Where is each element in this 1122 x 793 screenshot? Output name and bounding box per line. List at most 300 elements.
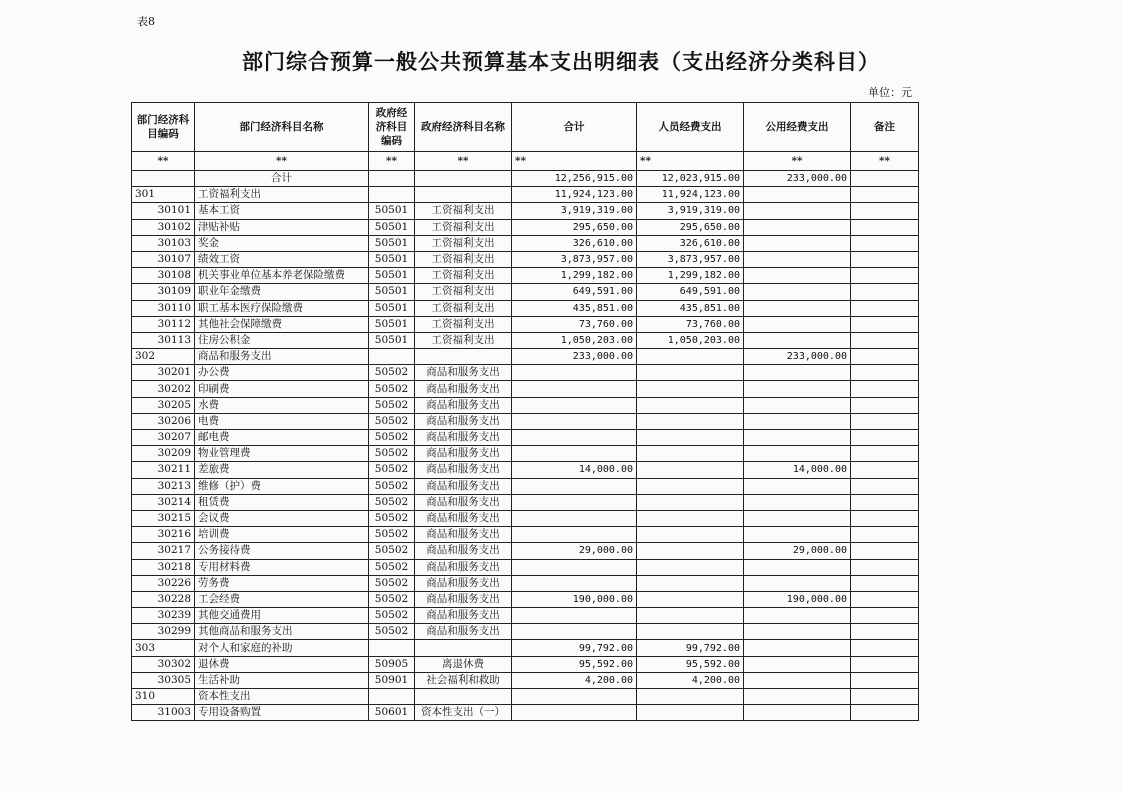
group-row bbox=[132, 187, 919, 203]
table-row bbox=[132, 365, 919, 381]
cell-dept-code: 30215 bbox=[132, 510, 195, 526]
star-row bbox=[132, 152, 919, 171]
cell-dept-code: 303 bbox=[132, 640, 195, 656]
cell-dept-code: 30239 bbox=[132, 608, 195, 624]
cell-public bbox=[744, 559, 851, 575]
cell-personnel bbox=[637, 559, 744, 575]
cell-total bbox=[512, 430, 637, 446]
cell-gov-code bbox=[369, 640, 415, 656]
table-row bbox=[132, 705, 919, 721]
cell-dept-code: 30217 bbox=[132, 543, 195, 559]
header-total: 合计 bbox=[512, 103, 637, 152]
cell-public bbox=[744, 624, 851, 640]
cell-personnel bbox=[637, 446, 744, 462]
cell-total: 326,610.00 bbox=[512, 235, 637, 251]
header-dept-code: 部门经济科目编码 bbox=[132, 103, 195, 152]
cell-dept-code: 30206 bbox=[132, 413, 195, 429]
star-cell: ** bbox=[512, 152, 637, 171]
total-row bbox=[132, 171, 919, 187]
header-row bbox=[132, 103, 919, 152]
table-row bbox=[132, 430, 919, 446]
cell-gov-code: 50501 bbox=[369, 316, 415, 332]
cell-gov-code: 50502 bbox=[369, 478, 415, 494]
cell-gov-name: 商品和服务支出 bbox=[415, 413, 512, 429]
table-row bbox=[132, 316, 919, 332]
cell-gov-name: 商品和服务支出 bbox=[415, 591, 512, 607]
cell-dept-code: 30209 bbox=[132, 446, 195, 462]
cell-note bbox=[851, 640, 919, 656]
cell-gov-name: 商品和服务支出 bbox=[415, 559, 512, 575]
cell-total: 233,000.00 bbox=[512, 349, 637, 365]
cell-gov-code: 50502 bbox=[369, 591, 415, 607]
cell-dept-code: 302 bbox=[132, 349, 195, 365]
cell-total: 1,299,182.00 bbox=[512, 268, 637, 284]
cell-note bbox=[851, 251, 919, 267]
cell-dept-code: 30205 bbox=[132, 397, 195, 413]
cell-public bbox=[744, 219, 851, 235]
table-row bbox=[132, 251, 919, 267]
cell-total bbox=[512, 608, 637, 624]
cell-note bbox=[851, 689, 919, 705]
cell-note bbox=[851, 397, 919, 413]
cell-gov-name: 资本性支出（一） bbox=[415, 705, 512, 721]
cell-note bbox=[851, 575, 919, 591]
cell-dept-name: 住房公积金 bbox=[195, 332, 369, 348]
cell-public bbox=[744, 527, 851, 543]
cell-personnel bbox=[637, 478, 744, 494]
table-row bbox=[132, 543, 919, 559]
cell-note bbox=[851, 316, 919, 332]
table-row bbox=[132, 332, 919, 348]
cell-dept-name: 工会经费 bbox=[195, 591, 369, 607]
cell-dept-code: 30202 bbox=[132, 381, 195, 397]
cell-total bbox=[512, 624, 637, 640]
cell-personnel: 3,873,957.00 bbox=[637, 251, 744, 267]
cell-gov-name: 商品和服务支出 bbox=[415, 494, 512, 510]
cell-dept-name: 物业管理费 bbox=[195, 446, 369, 462]
cell-gov-code: 50502 bbox=[369, 559, 415, 575]
cell-personnel bbox=[637, 397, 744, 413]
table-row bbox=[132, 494, 919, 510]
table-row bbox=[132, 413, 919, 429]
cell-public bbox=[744, 187, 851, 203]
cell-gov-name bbox=[415, 171, 512, 187]
cell-personnel bbox=[637, 349, 744, 365]
cell-dept-code: 30103 bbox=[132, 235, 195, 251]
cell-dept-name: 电费 bbox=[195, 413, 369, 429]
cell-note bbox=[851, 494, 919, 510]
cell-total: 12,256,915.00 bbox=[512, 171, 637, 187]
cell-public bbox=[744, 446, 851, 462]
cell-total: 3,919,319.00 bbox=[512, 203, 637, 219]
cell-note bbox=[851, 430, 919, 446]
cell-note bbox=[851, 624, 919, 640]
cell-personnel: 649,591.00 bbox=[637, 284, 744, 300]
cell-total: 95,592.00 bbox=[512, 656, 637, 672]
cell-dept-name: 专用设备购置 bbox=[195, 705, 369, 721]
cell-dept-code bbox=[132, 171, 195, 187]
cell-dept-code: 30302 bbox=[132, 656, 195, 672]
cell-public bbox=[744, 235, 851, 251]
cell-dept-code: 30109 bbox=[132, 284, 195, 300]
table-row bbox=[132, 672, 919, 688]
table-row bbox=[132, 559, 919, 575]
cell-gov-name bbox=[415, 689, 512, 705]
header-gov-name: 政府经济科目名称 bbox=[415, 103, 512, 152]
cell-dept-name: 培训费 bbox=[195, 527, 369, 543]
group-row bbox=[132, 640, 919, 656]
cell-gov-name: 商品和服务支出 bbox=[415, 381, 512, 397]
cell-gov-code bbox=[369, 689, 415, 705]
table-number-tag: 表8 bbox=[137, 15, 155, 28]
cell-gov-code: 50502 bbox=[369, 510, 415, 526]
cell-personnel bbox=[637, 430, 744, 446]
table-row bbox=[132, 510, 919, 526]
cell-total bbox=[512, 689, 637, 705]
cell-gov-code bbox=[369, 349, 415, 365]
cell-personnel: 3,919,319.00 bbox=[637, 203, 744, 219]
cell-note bbox=[851, 235, 919, 251]
cell-dept-code: 30299 bbox=[132, 624, 195, 640]
cell-total: 4,200.00 bbox=[512, 672, 637, 688]
cell-dept-name: 退休费 bbox=[195, 656, 369, 672]
cell-total bbox=[512, 527, 637, 543]
cell-public bbox=[744, 203, 851, 219]
cell-public bbox=[744, 365, 851, 381]
table-row bbox=[132, 268, 919, 284]
cell-gov-name: 工资福利支出 bbox=[415, 235, 512, 251]
cell-dept-name: 其他商品和服务支出 bbox=[195, 624, 369, 640]
cell-gov-code: 50501 bbox=[369, 332, 415, 348]
cell-gov-name: 商品和服务支出 bbox=[415, 365, 512, 381]
cell-note bbox=[851, 478, 919, 494]
cell-gov-code: 50502 bbox=[369, 543, 415, 559]
cell-gov-code: 50502 bbox=[369, 446, 415, 462]
cell-gov-code: 50502 bbox=[369, 365, 415, 381]
cell-dept-name: 奖金 bbox=[195, 235, 369, 251]
cell-gov-name: 工资福利支出 bbox=[415, 300, 512, 316]
table-row bbox=[132, 608, 919, 624]
cell-note bbox=[851, 413, 919, 429]
table-row bbox=[132, 462, 919, 478]
cell-dept-name: 专用材料费 bbox=[195, 559, 369, 575]
cell-gov-name: 商品和服务支出 bbox=[415, 510, 512, 526]
cell-gov-code: 50502 bbox=[369, 430, 415, 446]
cell-gov-code: 50501 bbox=[369, 203, 415, 219]
cell-dept-code: 310 bbox=[132, 689, 195, 705]
table-row bbox=[132, 446, 919, 462]
cell-dept-name: 绩效工资 bbox=[195, 251, 369, 267]
cell-gov-name: 社会福利和救助 bbox=[415, 672, 512, 688]
cell-gov-code bbox=[369, 171, 415, 187]
star-cell: ** bbox=[132, 152, 195, 171]
cell-public bbox=[744, 494, 851, 510]
cell-public bbox=[744, 430, 851, 446]
cell-personnel: 95,592.00 bbox=[637, 656, 744, 672]
cell-note bbox=[851, 171, 919, 187]
table-row bbox=[132, 591, 919, 607]
cell-public bbox=[744, 478, 851, 494]
cell-total: 99,792.00 bbox=[512, 640, 637, 656]
header-gov-code: 政府经济科目编码 bbox=[369, 103, 415, 152]
cell-personnel bbox=[637, 510, 744, 526]
table-row bbox=[132, 381, 919, 397]
cell-dept-name: 差旅费 bbox=[195, 462, 369, 478]
cell-total bbox=[512, 413, 637, 429]
cell-public: 233,000.00 bbox=[744, 349, 851, 365]
cell-dept-name: 职工基本医疗保险缴费 bbox=[195, 300, 369, 316]
cell-public: 233,000.00 bbox=[744, 171, 851, 187]
cell-public: 14,000.00 bbox=[744, 462, 851, 478]
cell-dept-name: 邮电费 bbox=[195, 430, 369, 446]
cell-personnel: 1,299,182.00 bbox=[637, 268, 744, 284]
cell-dept-name: 公务接待费 bbox=[195, 543, 369, 559]
cell-public bbox=[744, 397, 851, 413]
table-row bbox=[132, 575, 919, 591]
cell-dept-code: 30216 bbox=[132, 527, 195, 543]
cell-gov-code: 50601 bbox=[369, 705, 415, 721]
cell-personnel bbox=[637, 608, 744, 624]
cell-gov-name: 工资福利支出 bbox=[415, 219, 512, 235]
unit-label: 单位：元 bbox=[868, 86, 912, 99]
budget-detail-table bbox=[131, 102, 919, 721]
cell-gov-code: 50502 bbox=[369, 527, 415, 543]
cell-public bbox=[744, 575, 851, 591]
cell-public bbox=[744, 300, 851, 316]
cell-dept-name: 商品和服务支出 bbox=[195, 349, 369, 365]
cell-gov-name: 商品和服务支出 bbox=[415, 478, 512, 494]
star-cell: ** bbox=[369, 152, 415, 171]
cell-note bbox=[851, 705, 919, 721]
cell-total bbox=[512, 446, 637, 462]
cell-gov-name: 商品和服务支出 bbox=[415, 430, 512, 446]
cell-public bbox=[744, 640, 851, 656]
cell-dept-name: 资本性支出 bbox=[195, 689, 369, 705]
cell-gov-name: 商品和服务支出 bbox=[415, 527, 512, 543]
cell-note bbox=[851, 284, 919, 300]
cell-public bbox=[744, 510, 851, 526]
cell-total bbox=[512, 381, 637, 397]
cell-dept-name: 办公费 bbox=[195, 365, 369, 381]
group-row bbox=[132, 689, 919, 705]
cell-dept-code: 31003 bbox=[132, 705, 195, 721]
cell-dept-name: 对个人和家庭的补助 bbox=[195, 640, 369, 656]
cell-public bbox=[744, 381, 851, 397]
cell-personnel bbox=[637, 591, 744, 607]
cell-personnel bbox=[637, 543, 744, 559]
cell-gov-name bbox=[415, 349, 512, 365]
cell-gov-code: 50901 bbox=[369, 672, 415, 688]
table-row bbox=[132, 397, 919, 413]
cell-gov-code: 50501 bbox=[369, 300, 415, 316]
header-dept-name: 部门经济科目名称 bbox=[195, 103, 369, 152]
cell-note bbox=[851, 268, 919, 284]
cell-personnel bbox=[637, 575, 744, 591]
cell-note bbox=[851, 510, 919, 526]
cell-gov-name: 商品和服务支出 bbox=[415, 462, 512, 478]
cell-gov-code: 50501 bbox=[369, 268, 415, 284]
cell-public bbox=[744, 705, 851, 721]
cell-dept-name: 工资福利支出 bbox=[195, 187, 369, 203]
cell-total bbox=[512, 559, 637, 575]
cell-gov-name: 商品和服务支出 bbox=[415, 624, 512, 640]
table-row bbox=[132, 203, 919, 219]
table-row bbox=[132, 235, 919, 251]
cell-note bbox=[851, 365, 919, 381]
cell-gov-code: 50502 bbox=[369, 494, 415, 510]
cell-gov-name bbox=[415, 640, 512, 656]
cell-dept-name: 印刷费 bbox=[195, 381, 369, 397]
cell-gov-name bbox=[415, 187, 512, 203]
cell-total: 73,760.00 bbox=[512, 316, 637, 332]
header-note: 备注 bbox=[851, 103, 919, 152]
cell-dept-name: 会议费 bbox=[195, 510, 369, 526]
cell-total: 11,924,123.00 bbox=[512, 187, 637, 203]
cell-gov-name: 工资福利支出 bbox=[415, 316, 512, 332]
cell-personnel: 295,650.00 bbox=[637, 219, 744, 235]
cell-gov-name: 工资福利支出 bbox=[415, 268, 512, 284]
cell-dept-code: 30228 bbox=[132, 591, 195, 607]
cell-gov-code: 50502 bbox=[369, 575, 415, 591]
cell-dept-code: 30108 bbox=[132, 268, 195, 284]
cell-note bbox=[851, 332, 919, 348]
cell-total bbox=[512, 494, 637, 510]
cell-note bbox=[851, 672, 919, 688]
cell-note bbox=[851, 559, 919, 575]
cell-note bbox=[851, 187, 919, 203]
cell-public bbox=[744, 656, 851, 672]
cell-note bbox=[851, 300, 919, 316]
cell-gov-name: 商品和服务支出 bbox=[415, 397, 512, 413]
cell-total: 1,050,203.00 bbox=[512, 332, 637, 348]
cell-total: 295,650.00 bbox=[512, 219, 637, 235]
table-row bbox=[132, 219, 919, 235]
cell-note bbox=[851, 349, 919, 365]
cell-personnel: 4,200.00 bbox=[637, 672, 744, 688]
cell-note bbox=[851, 543, 919, 559]
cell-total: 435,851.00 bbox=[512, 300, 637, 316]
star-cell: ** bbox=[415, 152, 512, 171]
cell-total bbox=[512, 575, 637, 591]
cell-note bbox=[851, 608, 919, 624]
cell-total bbox=[512, 397, 637, 413]
cell-total: 3,873,957.00 bbox=[512, 251, 637, 267]
cell-personnel: 12,023,915.00 bbox=[637, 171, 744, 187]
cell-public bbox=[744, 268, 851, 284]
star-cell: ** bbox=[195, 152, 369, 171]
cell-gov-code: 50502 bbox=[369, 397, 415, 413]
cell-note bbox=[851, 527, 919, 543]
header-public: 公用经费支出 bbox=[744, 103, 851, 152]
cell-dept-code: 30305 bbox=[132, 672, 195, 688]
page-title: 部门综合预算一般公共预算基本支出明细表（支出经济分类科目） bbox=[242, 49, 880, 74]
cell-gov-code: 50905 bbox=[369, 656, 415, 672]
cell-gov-name: 商品和服务支出 bbox=[415, 608, 512, 624]
cell-dept-code: 30214 bbox=[132, 494, 195, 510]
cell-gov-name: 工资福利支出 bbox=[415, 251, 512, 267]
cell-dept-name: 合计 bbox=[195, 171, 369, 187]
cell-total bbox=[512, 705, 637, 721]
cell-public bbox=[744, 332, 851, 348]
header-personnel: 人员经费支出 bbox=[637, 103, 744, 152]
cell-total: 29,000.00 bbox=[512, 543, 637, 559]
cell-gov-code: 50501 bbox=[369, 251, 415, 267]
cell-gov-name: 商品和服务支出 bbox=[415, 575, 512, 591]
cell-dept-name: 劳务费 bbox=[195, 575, 369, 591]
cell-public bbox=[744, 672, 851, 688]
cell-dept-code: 30101 bbox=[132, 203, 195, 219]
cell-gov-name: 工资福利支出 bbox=[415, 203, 512, 219]
cell-personnel bbox=[637, 365, 744, 381]
cell-personnel: 99,792.00 bbox=[637, 640, 744, 656]
cell-dept-code: 30113 bbox=[132, 332, 195, 348]
cell-gov-name: 商品和服务支出 bbox=[415, 543, 512, 559]
cell-personnel bbox=[637, 462, 744, 478]
cell-note bbox=[851, 462, 919, 478]
cell-personnel bbox=[637, 413, 744, 429]
cell-public bbox=[744, 316, 851, 332]
cell-public bbox=[744, 689, 851, 705]
cell-total bbox=[512, 478, 637, 494]
cell-note bbox=[851, 203, 919, 219]
cell-total bbox=[512, 510, 637, 526]
table-row bbox=[132, 478, 919, 494]
cell-gov-code: 50502 bbox=[369, 462, 415, 478]
star-cell: ** bbox=[851, 152, 919, 171]
cell-total bbox=[512, 365, 637, 381]
cell-dept-name: 其他交通费用 bbox=[195, 608, 369, 624]
cell-public: 29,000.00 bbox=[744, 543, 851, 559]
star-cell: ** bbox=[637, 152, 744, 171]
cell-note bbox=[851, 219, 919, 235]
cell-dept-name: 基本工资 bbox=[195, 203, 369, 219]
cell-dept-code: 30226 bbox=[132, 575, 195, 591]
cell-personnel: 435,851.00 bbox=[637, 300, 744, 316]
cell-total: 649,591.00 bbox=[512, 284, 637, 300]
cell-dept-code: 30211 bbox=[132, 462, 195, 478]
cell-dept-code: 30110 bbox=[132, 300, 195, 316]
cell-gov-code: 50501 bbox=[369, 219, 415, 235]
cell-gov-code: 50502 bbox=[369, 608, 415, 624]
cell-public bbox=[744, 413, 851, 429]
cell-personnel bbox=[637, 494, 744, 510]
table-row bbox=[132, 300, 919, 316]
cell-dept-name: 机关事业单位基本养老保险缴费 bbox=[195, 268, 369, 284]
cell-gov-name: 离退休费 bbox=[415, 656, 512, 672]
cell-dept-code: 30213 bbox=[132, 478, 195, 494]
table-row bbox=[132, 624, 919, 640]
cell-dept-name: 职业年金缴费 bbox=[195, 284, 369, 300]
cell-gov-code: 50502 bbox=[369, 413, 415, 429]
cell-dept-name: 水费 bbox=[195, 397, 369, 413]
cell-dept-name: 生活补助 bbox=[195, 672, 369, 688]
cell-dept-code: 30201 bbox=[132, 365, 195, 381]
cell-personnel: 326,610.00 bbox=[637, 235, 744, 251]
cell-personnel: 11,924,123.00 bbox=[637, 187, 744, 203]
cell-personnel bbox=[637, 381, 744, 397]
cell-personnel bbox=[637, 624, 744, 640]
cell-gov-code: 50501 bbox=[369, 235, 415, 251]
cell-note bbox=[851, 591, 919, 607]
cell-total: 14,000.00 bbox=[512, 462, 637, 478]
cell-personnel bbox=[637, 527, 744, 543]
cell-dept-code: 30112 bbox=[132, 316, 195, 332]
cell-note bbox=[851, 446, 919, 462]
cell-public bbox=[744, 608, 851, 624]
cell-public bbox=[744, 251, 851, 267]
cell-dept-name: 维修（护）费 bbox=[195, 478, 369, 494]
cell-dept-code: 30107 bbox=[132, 251, 195, 267]
